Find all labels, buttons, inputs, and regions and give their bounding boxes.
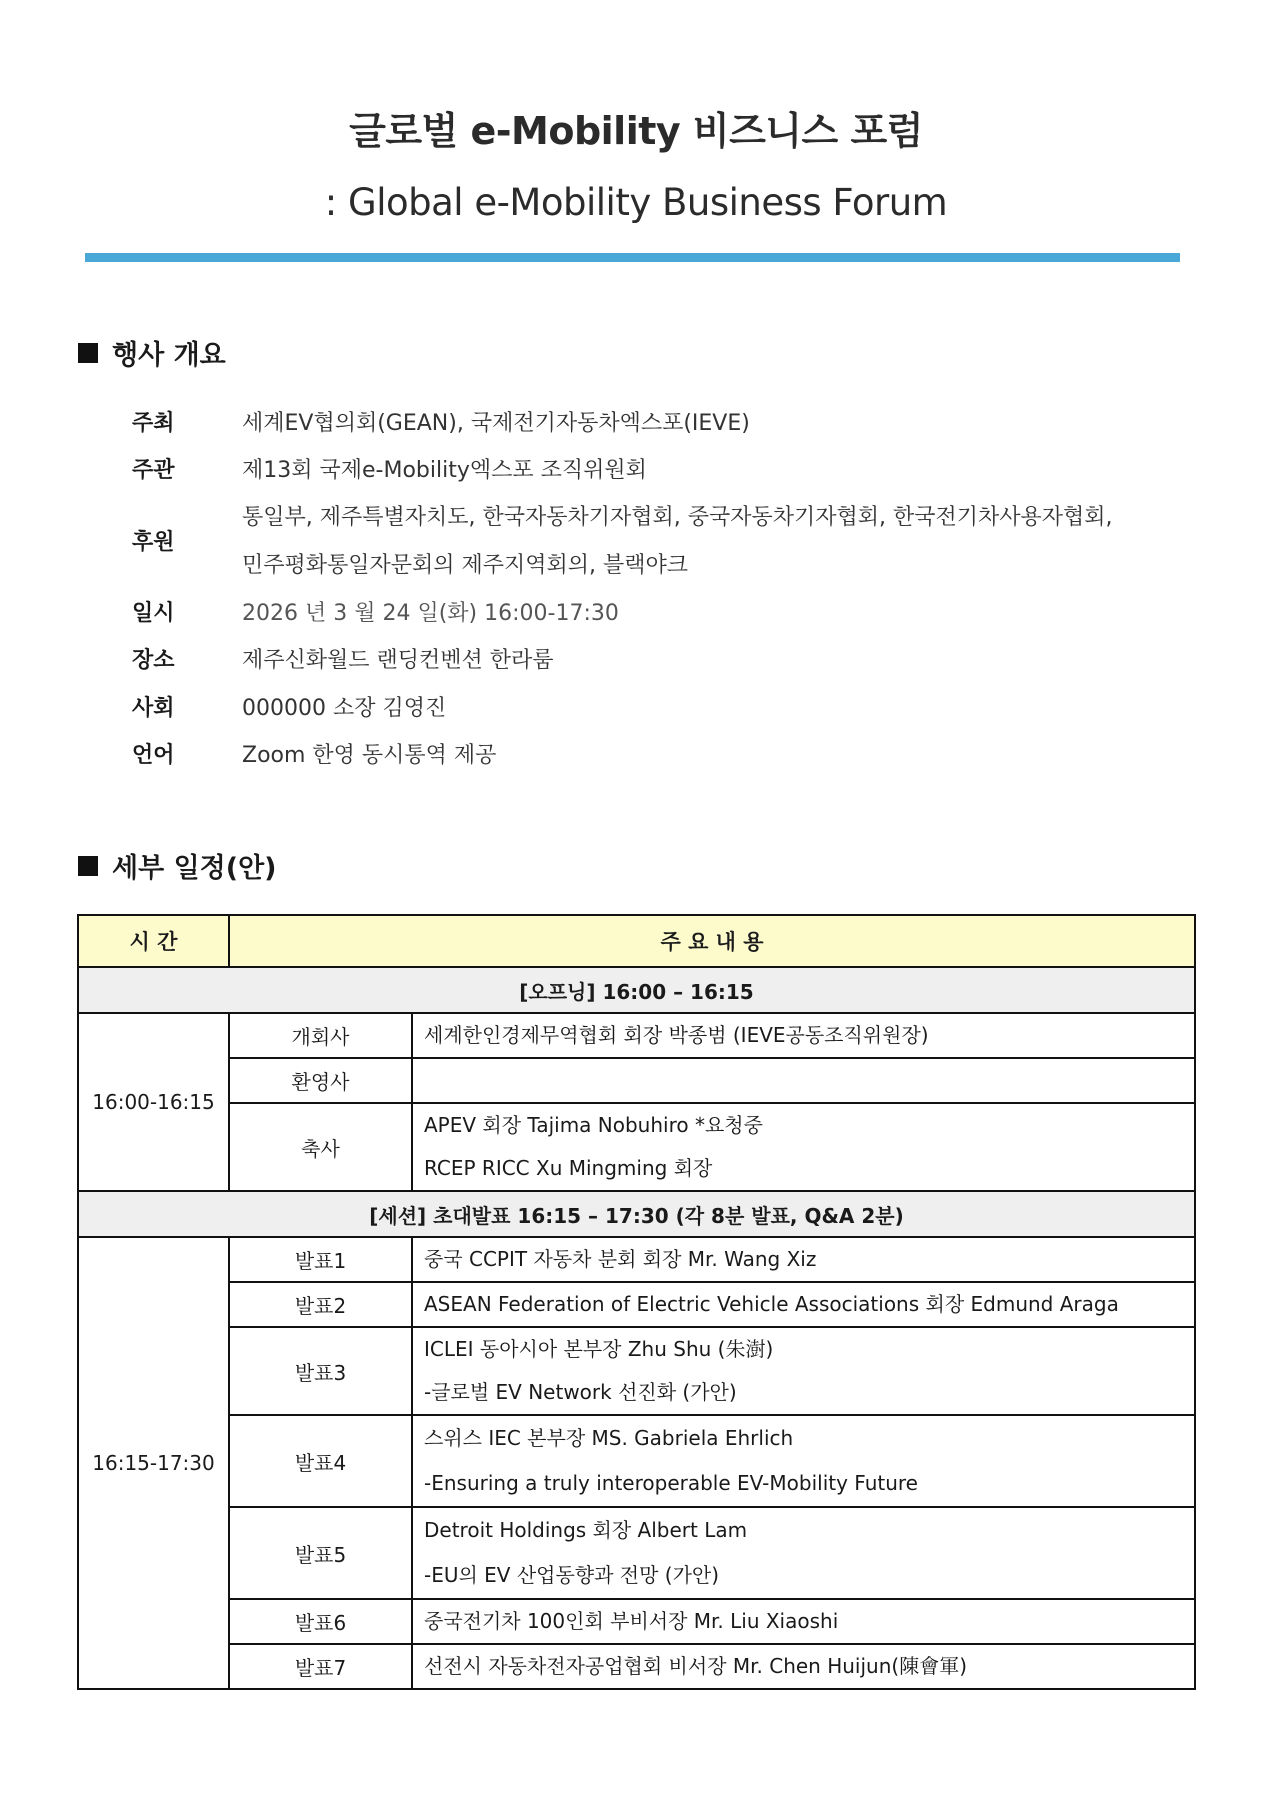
- overview-value-language: Zoom 한영 동시통역 제공: [242, 743, 497, 768]
- table-row: [78, 1507, 1195, 1599]
- table-row: [78, 1327, 1195, 1415]
- opening-banner: [오프닝] 16:00 – 16:15: [78, 967, 1195, 1013]
- content-line: RCEP RICC Xu Mingming 회장: [424, 1156, 713, 1180]
- content-cell: [412, 1058, 1195, 1103]
- content-line: -EU의 EV 산업동향과 전망 (가안): [424, 1563, 720, 1587]
- role-cell: 축사: [229, 1103, 412, 1191]
- overview-label-host: 주최: [132, 411, 175, 436]
- role-cell: 발표3: [229, 1327, 412, 1415]
- overview-label-venue: 장소: [132, 648, 175, 673]
- content-line: APEV 회장 Tajima Nobuhiro *요청중: [424, 1113, 763, 1137]
- content-line: 중국전기차 100인회 부비서장 Mr. Liu Xiaoshi: [424, 1609, 839, 1633]
- role-cell: 발표1: [229, 1237, 412, 1282]
- square-bullet-icon: [78, 856, 98, 876]
- content-line: [424, 1059, 1194, 1102]
- role-cell: 환영사: [229, 1058, 412, 1103]
- opening-banner-row: [78, 967, 1195, 1013]
- role-cell: 발표6: [229, 1599, 412, 1644]
- page-subtitle: : Global e-Mobility Business Forum: [324, 181, 948, 224]
- table-row: [78, 1415, 1195, 1507]
- opening-time: 16:00-16:15: [78, 1013, 229, 1191]
- overview-heading: [78, 333, 226, 372]
- role-cell: 발표7: [229, 1644, 412, 1689]
- title-divider: [85, 253, 1180, 262]
- content-line: 중국 CCPIT 자동차 분회 회장 Mr. Wang Xiz: [424, 1247, 817, 1271]
- session-time: 16:15-17:30: [78, 1237, 229, 1689]
- content-cell: [412, 1599, 1195, 1644]
- schedule-heading-text: 세부 일정(안): [112, 853, 277, 884]
- content-line: 세계한인경제무역협회 회장 박종범 (IEVE공동조직위원장): [424, 1023, 929, 1047]
- overview-heading-text: 행사 개요: [112, 340, 226, 371]
- table-row: [78, 1237, 1195, 1282]
- role-cell: 발표4: [229, 1415, 412, 1507]
- content-cell: [412, 1327, 1195, 1415]
- table-header-row: [78, 915, 1195, 967]
- content-line: -Ensuring a truly interoperable EV-Mobility Future: [424, 1471, 918, 1495]
- overview-label-mc: 사회: [132, 696, 175, 721]
- schedule-heading: [78, 846, 277, 885]
- content-cell: [412, 1282, 1195, 1327]
- overview-label-date: 일시: [132, 601, 175, 626]
- col-header-time: 시 간: [78, 915, 229, 967]
- overview-value-date: 2026 년 3 월 24 일(화) 16:00-17:30: [242, 601, 619, 626]
- content-cell: [412, 1103, 1195, 1191]
- page-title: 글로벌 e-Mobility 비즈니스 포럼: [349, 109, 923, 153]
- table-row: [78, 1103, 1195, 1191]
- overview-value-venue: 제주신화월드 랜딩컨벤션 한라룸: [242, 648, 554, 673]
- content-cell: [412, 1237, 1195, 1282]
- role-cell: 개회사: [229, 1013, 412, 1058]
- table-row: [78, 1644, 1195, 1689]
- role-cell: 발표5: [229, 1507, 412, 1599]
- overview-value-organizer: 제13회 국제e-Mobility엑스포 조직위원회: [242, 458, 647, 483]
- schedule-table: [77, 914, 1196, 1690]
- content-line: ICLEI 동아시아 본부장 Zhu Shu (朱澍): [424, 1337, 774, 1361]
- table-row: [78, 1058, 1195, 1103]
- overview-label-language: 언어: [132, 743, 175, 768]
- content-cell: [412, 1507, 1195, 1599]
- session-banner: [세션] 초대발표 16:15 – 17:30 (각 8분 발표, Q&A 2분): [78, 1191, 1195, 1237]
- table-row: [78, 1599, 1195, 1644]
- overview-value-mc: 000000 소장 김영진: [242, 696, 447, 721]
- table-row: [78, 1013, 1195, 1058]
- overview-label-organizer: 주관: [132, 458, 175, 483]
- role-cell: 발표2: [229, 1282, 412, 1327]
- content-line: 선전시 자동차전자공업협회 비서장 Mr. Chen Huijun(陳會軍): [424, 1654, 967, 1678]
- overview-value-sponsor-line2: 민주평화통일자문회의 제주지역회의, 블랙야크: [242, 553, 689, 578]
- content-line: -글로벌 EV Network 선진화 (가안): [424, 1380, 737, 1404]
- content-cell: [412, 1013, 1195, 1058]
- col-header-content: 주 요 내 용: [229, 915, 1195, 967]
- content-cell: [412, 1415, 1195, 1507]
- table-row: [78, 1282, 1195, 1327]
- square-bullet-icon: [78, 343, 98, 363]
- session-banner-row: [78, 1191, 1195, 1237]
- content-cell: [412, 1644, 1195, 1689]
- overview-label-sponsor: 후원: [132, 530, 175, 555]
- content-line: Detroit Holdings 회장 Albert Lam: [424, 1518, 748, 1542]
- overview-value-host: 세계EV협의회(GEAN), 국제전기자동차엑스포(IEVE): [242, 411, 750, 436]
- content-line: ASEAN Federation of Electric Vehicle Associations 회장 Edmund Araga: [424, 1292, 1119, 1316]
- content-line: 스위스 IEC 본부장 MS. Gabriela Ehrlich: [424, 1426, 794, 1450]
- overview-value-sponsor-line1: 통일부, 제주특별자치도, 한국자동차기자협회, 중국자동차기자협회, 한국전기차사용자협회,: [242, 505, 1113, 530]
